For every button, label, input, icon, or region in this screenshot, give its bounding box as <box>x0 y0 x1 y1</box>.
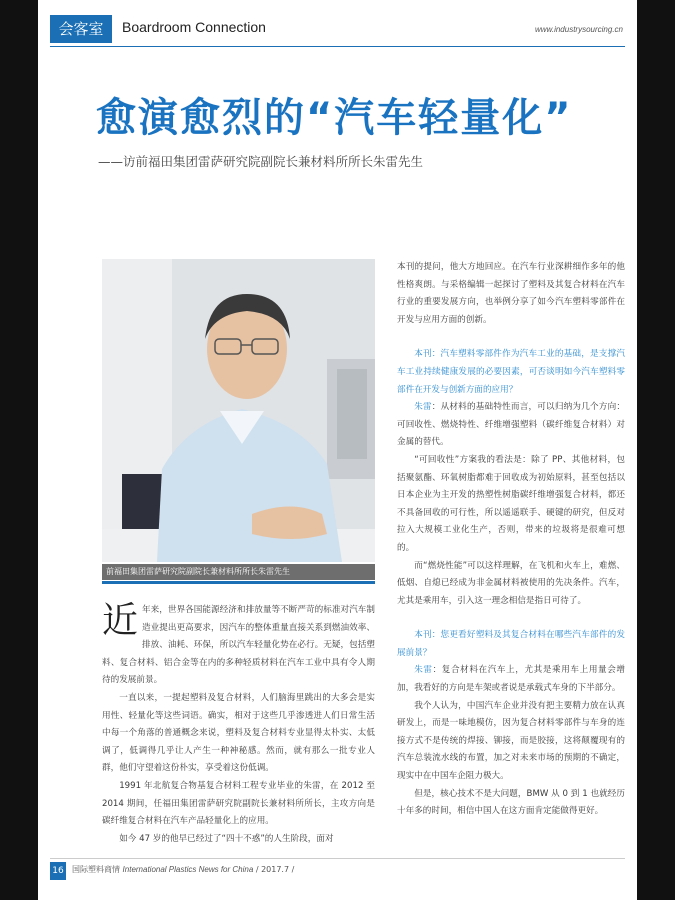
paragraph: 而“燃烧性能”可以这样理解，在飞机和火车上，难燃、低烟、自熄已经成为非金属材料被使用的先决条件。汽车，尤其是乘用车，引入这一理念相信是指日可待了。 <box>397 560 625 606</box>
caption-divider <box>102 581 375 584</box>
article-subtitle: ——访前福田集团雷萨研究院副院长兼材料所所长朱雷先生 <box>98 154 424 169</box>
paragraph: 一直以来，一提起塑料及复合材料，人们脑海里跳出的大多会是实用性、轻量化等这些词语。确实，相对于这些几乎渗透进人们日常生活中每一个角落的普通概念来说，塑料及复合材料专业显得太朴实、太低调了，低调得几乎让人产生一种神秘感。然而，就有那么一批专业人群，他们守望着这份朴实，享受着这份低调。 <box>102 692 375 774</box>
site-url[interactable]: www.industrysourcing.cn <box>534 25 623 34</box>
photo-caption: 前福田集团雷萨研究院副院长兼材料所所长朱雷先生 <box>102 564 375 580</box>
section-tag: 会客室 <box>50 15 112 43</box>
article-title: 愈演愈烈的“汽车轻量化” <box>96 95 573 141</box>
paragraph: 年来，世界各国能源经济和排放量等不断严苛的标准对汽车制造业提出更高要求，因汽车的整体重量直接关系到燃油效率、排放、油耗、环保，所以汽车轻量化势在必行。无疑，包括塑料、复合材料、铝合金等在内的多种轻质材料在汽车工业中具有令人期待的发展前景。 <box>102 605 375 686</box>
interview-question: 本刊：汽车塑料零部件作为汽车工业的基础，是支撑汽车工业持续健康发展的必要因素，可否谈明如今汽车塑料零部件在开发与创新方面的应用？ <box>397 349 625 395</box>
publication-name-en: International Plastics News for China <box>122 865 254 874</box>
paragraph: 但是，核心技术不是大问题，BMW 从 0 到 1 也就经历十年多的时间，相信中国人在这方面肯定能做得更好。 <box>397 788 625 817</box>
dropcap: 近 <box>102 600 139 641</box>
paragraph: 我个人认为，中国汽车企业并没有把主要精力放在认真研发上，而是一味地模仿，因为复合材料零部件与车身的连接方式不是传统的焊接、铆接，而是胶接，这将颠覆现有的汽车总装流水线的布置，加之对未来市场的预期的不确定，现实中在中国车企阻力极大。 <box>397 700 625 782</box>
header-divider <box>50 46 625 47</box>
portrait-illustration <box>102 259 375 562</box>
paragraph: 1991 年北航复合物基复合材料工程专业毕业的朱雷，在 2012 至 2014 期间，任福田集团雷萨研究院副院长兼材料所所长，主攻方向是碳纤维复合材料在汽车产品轻量化上的应用。 <box>102 780 375 827</box>
page-number: 16 <box>50 862 66 880</box>
footer-divider <box>50 858 625 859</box>
interview-answer <box>397 662 625 697</box>
publication-name-cn: 国际塑料商情 <box>72 865 120 874</box>
footer-publication <box>72 864 294 875</box>
right-dark-margin <box>637 0 675 900</box>
left-dark-margin <box>0 0 38 900</box>
left-column <box>102 602 375 848</box>
interview-answer <box>397 399 625 452</box>
issue-date: / 2017.7 / <box>255 865 295 874</box>
answer-speaker: 朱雷 <box>414 402 432 413</box>
answer-speaker: 朱雷 <box>414 665 433 676</box>
paragraph: 如今 47 岁的他早已经过了“四十不惑”的人生阶段，面对 <box>119 833 334 844</box>
right-column <box>397 259 625 821</box>
portrait-photo <box>102 259 375 562</box>
interview-question: 本刊：您更看好塑料及其复合材料在哪些汽车部件的发展前景？ <box>397 630 625 658</box>
answer-text: ：复合材料在汽车上，尤其是乘用车上用量会增加，我看好的方向是车架或者说是承载式车身的下半部分。 <box>397 665 625 694</box>
paragraph: “可回收性”方案我的看法是：除了 PP、其他材料，包括聚氨酯、环氧树脂都难于回收成为初始原料，甚至包括以日本企业为主开发的热塑性树脂碳纤维增强复合材料，都还不具备回收的可行性，所以遥遥联手、硬键的研究，但反对拉入大规模工业化生产，否则，带来的垃圾将是很难可想的。 <box>397 454 625 553</box>
paragraph: 本刊的提问，他大方地回应。在汽车行业深耕细作多年的他性格爽朗。与采格编辑一起探讨了塑料及其复合材料在汽车行业的重要发展方向，也举例分享了如今汽车塑料零部件在开发与应用方面的创新。 <box>397 262 625 325</box>
column-name: Boardroom Connection <box>122 19 266 35</box>
answer-text: ：从材料的基础特性而言，可以归纳为几个方向：可回收性、燃烧特性、纤维增强塑料（碳纤维复合材料）对金属的替代。 <box>397 402 625 448</box>
